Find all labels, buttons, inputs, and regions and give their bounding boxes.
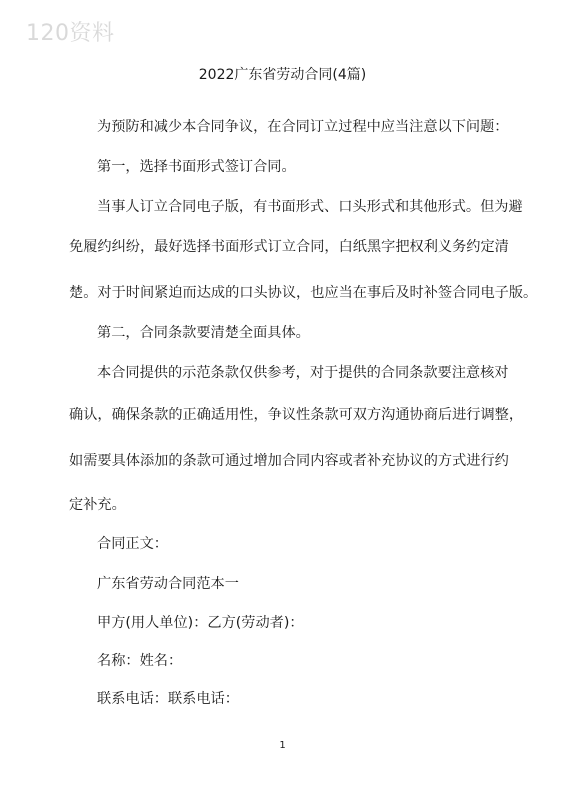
party-line: 甲方(用人单位)：乙方(劳动者)： [97,615,304,631]
paragraph-line: 定补充。 [69,497,126,513]
phone-line: 联系电话：联系电话： [97,691,239,707]
contract-body-label: 合同正文： [97,536,168,552]
contract-template-title: 广东省劳动合同范本一 [97,576,239,592]
paragraph-line: 确认，确保条款的正确适用性，争议性条款可双方沟通协商后进行调整， [69,407,524,423]
name-line: 名称：姓名： [97,653,183,669]
heading-point-two: 第二，合同条款要清楚全面具体。 [97,325,310,341]
watermark: 120资料 [26,21,115,46]
paragraph-intro: 为预防和减少本合同争议，在合同订立过程中应当注意以下问题： [97,119,509,135]
paragraph-line: 如需要具体添加的条款可通过增加合同内容或者补充协议的方式进行约 [69,453,509,469]
document-title: 2022广东省劳动合同(4篇) [198,67,367,83]
paragraph-line: 当事人订立合同电子版，有书面形式、口头形式和其他形式。但为避 [97,199,523,215]
heading-point-one: 第一，选择书面形式签订合同。 [97,159,296,175]
paragraph-line: 楚。对于时间紧迫而达成的口头协议，也应当在事后及时补签合同电子版。 [69,285,538,301]
paragraph-line: 本合同提供的示范条款仅供参考，对于提供的合同条款要注意核对 [97,365,509,381]
page-number: 1 [279,740,286,751]
paragraph-line: 免履约纠纷，最好选择书面形式订立合同，白纸黑字把权利义务约定清 [69,239,509,255]
